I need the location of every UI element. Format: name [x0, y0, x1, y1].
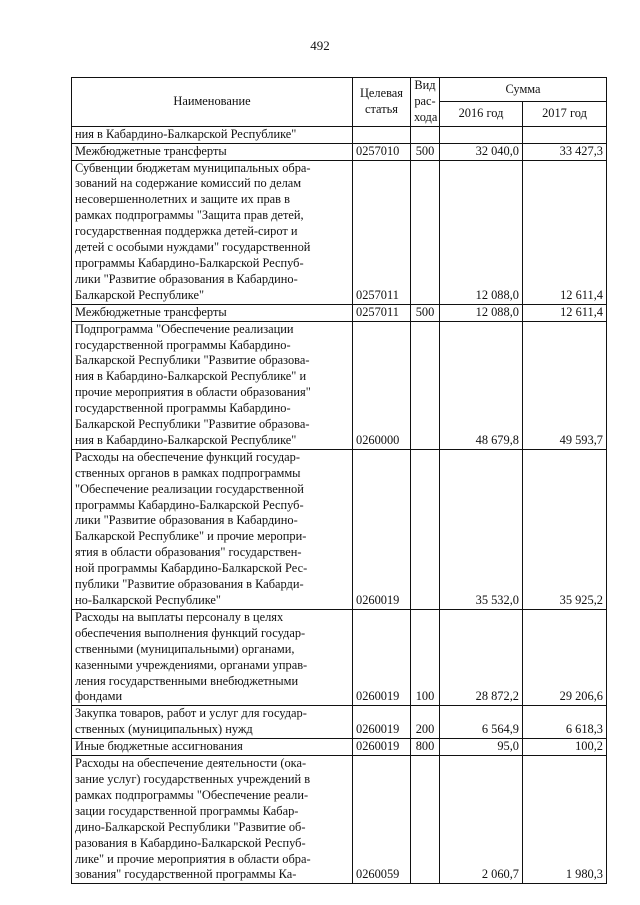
- row-name-line: Расходы на обеспечение функций государ-: [75, 449, 301, 464]
- row-vid: [411, 321, 440, 449]
- page-number: 492: [310, 38, 330, 53]
- row-sum-2016: 95,0: [440, 739, 523, 756]
- row-name-line: рамках подпрограммы "Обеспечение реали-: [75, 787, 309, 802]
- row-vid: 800: [411, 739, 440, 756]
- row-sum-2017: 1 980,3: [523, 756, 607, 884]
- row-name-line: ления государственными внебюджетными: [75, 673, 299, 688]
- row-code: 0260059: [353, 756, 411, 884]
- row-name-line: программы Кабардино-Балкарской Респуб-: [75, 497, 304, 512]
- row-name-line: Балкарской Республике": [75, 287, 205, 302]
- row-name-line: Расходы на выплаты персоналу в целях: [75, 609, 284, 624]
- row-name-line: Межбюджетные трансферты: [75, 143, 227, 158]
- row-sum-2016: 32 040,0: [440, 143, 523, 160]
- budget-table: [71, 77, 607, 884]
- row-name-line: лики "Развитие образования в Кабардино-: [75, 271, 298, 286]
- row-sum-2017: 12 611,4: [523, 160, 607, 304]
- row-code: 0257011: [353, 160, 411, 304]
- row-vid: 500: [411, 143, 440, 160]
- header-year-2016: 2016 год: [440, 102, 523, 126]
- row-name: [72, 739, 353, 756]
- row-name: [72, 756, 353, 884]
- table-row: [72, 739, 607, 756]
- row-sum-2016: 2 060,7: [440, 756, 523, 884]
- row-code: 0257011: [353, 304, 411, 321]
- row-code: 0260019: [353, 706, 411, 739]
- row-name-line: ятия в области образования" государствен-: [75, 545, 302, 560]
- header-row-top: [72, 78, 607, 102]
- table-row: [72, 756, 607, 884]
- row-sum-2016: 48 679,8: [440, 321, 523, 449]
- header-name: Наименование: [72, 78, 353, 127]
- row-name-line: государственной программы Кабардино-: [75, 337, 291, 352]
- row-name-line: разования в Кабардино-Балкарской Респуб-: [75, 835, 306, 850]
- row-name-line: казенными учреждениями, органами управ-: [75, 657, 308, 672]
- row-name-line: Межбюджетные трансферты: [75, 304, 227, 319]
- row-vid: [411, 160, 440, 304]
- table-row: [72, 449, 607, 609]
- row-name-line: ственных (муниципальных) нужд: [75, 722, 253, 737]
- row-name-line: дино-Балкарской Республики "Развитие об-: [75, 819, 306, 834]
- header-year-2017: 2017 год: [523, 102, 607, 126]
- row-sum-2017: 33 427,3: [523, 143, 607, 160]
- row-name-line: программы Кабардино-Балкарской Респуб-: [75, 255, 304, 270]
- row-sum-2016: [440, 126, 523, 143]
- row-vid: 500: [411, 304, 440, 321]
- row-name: [72, 304, 353, 321]
- table-row: [72, 143, 607, 160]
- row-name-line: ной программы Кабардино-Балкарской Рес-: [75, 561, 308, 576]
- row-name-line: но-Балкарской Республике": [75, 593, 221, 607]
- row-name-line: ственных органов в рамках подпрограммы: [75, 465, 301, 480]
- row-name-line: прочие мероприятия в области образования": [75, 385, 311, 400]
- row-sum-2017: 49 593,7: [523, 321, 607, 449]
- table-row: [72, 609, 607, 705]
- row-name: [72, 449, 353, 609]
- row-code: [353, 126, 411, 143]
- row-vid: [411, 126, 440, 143]
- row-name: [72, 609, 353, 705]
- table-row: [72, 126, 607, 143]
- row-sum-2017: 35 925,2: [523, 449, 607, 609]
- row-name-line: ственными (муниципальными) органами,: [75, 641, 295, 656]
- row-name-line: публики "Развитие образования в Кабарди-: [75, 577, 304, 592]
- row-code: 0260000: [353, 321, 411, 449]
- row-name-line: обеспечения выполнения функций государ-: [75, 625, 306, 640]
- row-name-line: детей с особыми нуждами" государственной: [75, 240, 311, 255]
- row-sum-2017: 6 618,3: [523, 706, 607, 739]
- row-name: [72, 126, 353, 143]
- row-vid: [411, 449, 440, 609]
- row-name-line: Балкарской Республике" и прочие меропри-: [75, 529, 307, 544]
- row-name-line: Балкарской Республики "Развитие образова-: [75, 417, 310, 432]
- header-code: Целевая статья: [353, 78, 411, 127]
- row-name-line: зации государственной программы Кабар-: [75, 803, 299, 818]
- row-name-line: Иные бюджетные ассигнования: [75, 739, 243, 754]
- row-name-line: ния в Кабардино-Балкарской Республике" и: [75, 369, 307, 384]
- row-name-line: "Обеспечение реализации государственной: [75, 481, 304, 496]
- row-code: 0260019: [353, 739, 411, 756]
- row-sum-2016: 28 872,2: [440, 609, 523, 705]
- row-sum-2016: 35 532,0: [440, 449, 523, 609]
- header-vid: Вид рас-хода: [411, 78, 440, 127]
- row-name-line: Балкарской Республики "Развитие образова-: [75, 353, 310, 368]
- row-name-line: ния в Кабардино-Балкарской Республике": [75, 126, 297, 141]
- row-name-line: государственная поддержка детей-сирот и: [75, 224, 298, 239]
- row-name-line: зования" государственной программы Ка-: [75, 867, 297, 882]
- row-name-line: Закупка товаров, работ и услуг для государ-: [75, 706, 307, 721]
- table-row: [72, 321, 607, 449]
- row-name: [72, 143, 353, 160]
- row-sum-2017: 29 206,6: [523, 609, 607, 705]
- row-code: 0257010: [353, 143, 411, 160]
- row-name-line: зание услуг) государственных учреждений в: [75, 771, 311, 786]
- header-sum: Сумма: [440, 78, 607, 102]
- row-code: 0260019: [353, 449, 411, 609]
- row-code: 0260019: [353, 609, 411, 705]
- row-sum-2017: 100,2: [523, 739, 607, 756]
- table-row: [72, 706, 607, 739]
- table-row: [72, 304, 607, 321]
- row-name-line: лики "Развитие образования в Кабардино-: [75, 513, 298, 528]
- row-name-line: зований на содержание комиссий по делам: [75, 176, 302, 191]
- row-name-line: государственной программы Кабардино-: [75, 401, 291, 416]
- row-sum-2017: 12 611,4: [523, 304, 607, 321]
- row-vid: 200: [411, 706, 440, 739]
- row-sum-2016: 12 088,0: [440, 304, 523, 321]
- table-body: [72, 126, 607, 884]
- row-name-line: ния в Кабардино-Балкарской Республике": [75, 432, 297, 447]
- row-name-line: Субвенции бюджетам муниципальных обра-: [75, 160, 311, 175]
- row-name: [72, 706, 353, 739]
- row-vid: [411, 756, 440, 884]
- row-name: [72, 160, 353, 304]
- row-sum-2017: [523, 126, 607, 143]
- row-name-line: Расходы на обеспечение деятельности (ока-: [75, 756, 307, 771]
- row-vid: 100: [411, 609, 440, 705]
- row-sum-2016: 12 088,0: [440, 160, 523, 304]
- row-name-line: фондами: [75, 689, 123, 704]
- row-sum-2016: 6 564,9: [440, 706, 523, 739]
- table-row: [72, 160, 607, 304]
- row-name-line: лике" и прочие мероприятия в области обра-: [75, 851, 311, 866]
- row-name: [72, 321, 353, 449]
- row-name-line: несовершеннолетних и защите их прав в: [75, 192, 290, 207]
- row-name-line: рамках подпрограммы "Защита прав детей,: [75, 208, 304, 223]
- row-name-line: Подпрограмма "Обеспечение реализации: [75, 321, 294, 336]
